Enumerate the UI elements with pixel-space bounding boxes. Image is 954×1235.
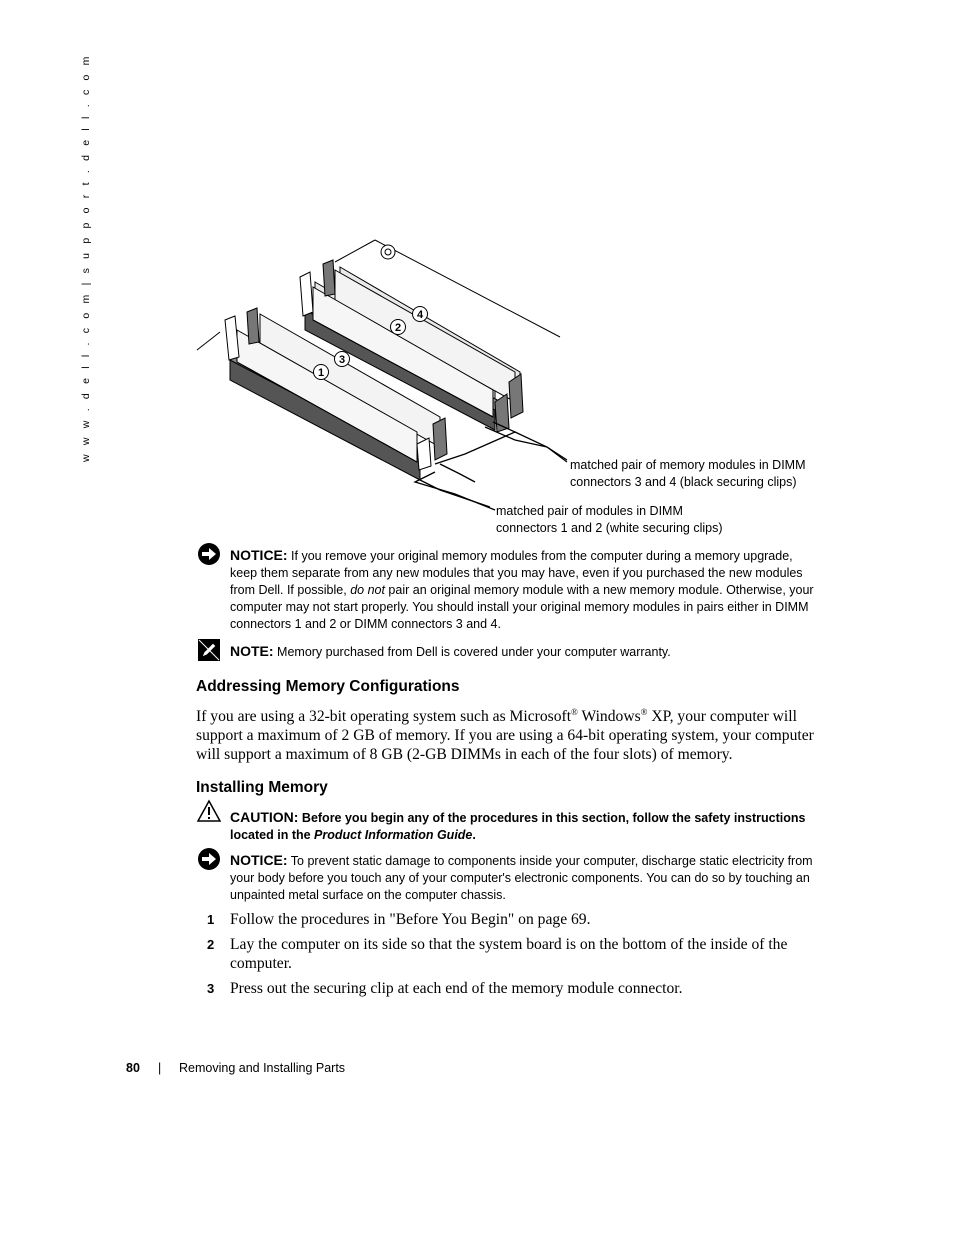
caution-block	[230, 809, 820, 844]
memory-modules-illustration	[195, 232, 815, 542]
marker-3: 3	[338, 354, 346, 366]
para-part-c: XP, your computer will support a maximum of 2 GB of memory. If you are using a 64-bit operating system, your computer will support a maximum of 8 GB (2-GB DIMMs in each of the four slots) of memory.	[196, 708, 814, 764]
note-block	[230, 643, 820, 661]
step-3-number: 3	[207, 981, 215, 996]
notice-icon-2	[197, 847, 221, 871]
registered-mark-2: ®	[640, 707, 648, 717]
marker-1: 1	[317, 367, 325, 379]
memory-modules-figure	[195, 232, 815, 542]
heading-installing-memory: Installing Memory	[196, 779, 328, 796]
para-part-b: Windows	[577, 708, 641, 726]
callout-34-line2: connectors 3 and 4 (black securing clips)	[570, 475, 797, 489]
notice-label: NOTICE:	[230, 547, 288, 563]
step-1-number: 1	[207, 912, 215, 927]
marker-2: 2	[394, 322, 402, 334]
step-2-number: 2	[207, 937, 215, 952]
notice-text-a: If you remove your original memory modules from the computer during a memory upgrade, keep them separate from any new modules that you may have, even if you purchased the new modules from Dell. If possible,	[230, 549, 803, 597]
note-text: Memory purchased from Dell is covered under your computer warranty.	[273, 645, 671, 659]
step-3-text: Press out the securing clip at each end of the memory module connector.	[230, 980, 683, 997]
sidebar-url-text: w w w . d e l l . c o m | s u p p o r t . d e l l . c o m	[80, 53, 92, 462]
marker-4: 4	[416, 309, 424, 321]
callout-34-line1: matched pair of memory modules in DIMM	[570, 458, 806, 472]
footer-chapter: Removing and Installing Parts	[179, 1061, 346, 1075]
notice-text-emphasis: do not	[350, 583, 385, 597]
note-label: NOTE:	[230, 643, 274, 659]
callout-dimm-1-2	[496, 503, 723, 537]
caution-text-b: .	[472, 828, 476, 842]
note-pencil-icon	[197, 638, 221, 662]
notice-2-label: NOTICE:	[230, 852, 288, 868]
sidebar-url	[80, 53, 100, 462]
step-1-text: Follow the procedures in "Before You Begin" on page 69.	[230, 911, 591, 928]
caution-text-a: Before you begin any of the procedures in this section, follow the safety instructions located in the	[230, 811, 806, 842]
caution-icon	[197, 799, 221, 823]
notice-block-2	[230, 852, 820, 904]
para-part-a: If you are using a 32-bit operating system such as Microsoft	[196, 708, 572, 726]
callout-12-line2: connectors 1 and 2 (white securing clips)	[496, 521, 723, 535]
heading-addressing-memory: Addressing Memory Configurations	[196, 678, 460, 695]
callout-dimm-3-4	[570, 457, 806, 491]
footer-separator: |	[158, 1061, 162, 1075]
step-2-text: Lay the computer on its side so that the system board is on the bottom of the inside of the computer.	[230, 936, 788, 972]
registered-mark-1: ®	[571, 707, 578, 717]
caution-text-emphasis: Product Information Guide	[314, 828, 473, 842]
notice-text-b: pair an original memory module with a new memory module. Otherwise, your computer may not start properly. You should install your original memory modules in pairs either in DIMM connectors 1 and 2 or DIMM connectors 3 and 4.	[230, 583, 814, 631]
notice-block-1	[230, 547, 820, 633]
notice-2-text: To prevent static damage to components inside your computer, discharge static electricity from your body before you touch any of your computer's electronic components. You can do so by touching an unpainted metal surface on the computer chassis.	[230, 854, 813, 902]
callout-12-line1: matched pair of modules in DIMM	[496, 504, 683, 518]
caution-label: CAUTION:	[230, 809, 299, 825]
notice-icon	[197, 542, 221, 566]
page-number: 80	[126, 1061, 140, 1075]
addressing-paragraph	[196, 703, 821, 764]
